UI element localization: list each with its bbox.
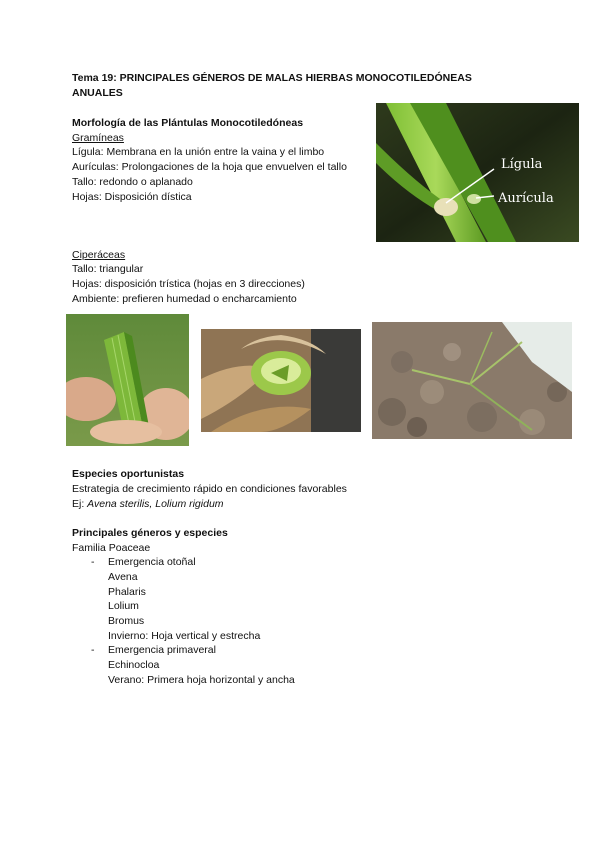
genus-item: Bromus (108, 615, 145, 627)
example-species: Avena sterilis, Lolium rigidum (87, 498, 224, 510)
seedling-soil-photo (372, 322, 572, 439)
opportunists-example (72, 497, 224, 512)
group-dash-2: - (91, 644, 95, 656)
genus-note-verano: Verano: Primera hoja horizontal y ancha (108, 674, 295, 686)
gramineas-line-auriculas: Aurículas: Prolongaciones de la hoja que envuelven el tallo (72, 161, 347, 173)
triangular-stem-photo (66, 314, 189, 446)
page-title: Tema 19: PRINCIPALES GÉNEROS DE MALAS HIERBAS MONOCOTILEDÓNEAS ANUALES (72, 72, 472, 99)
genera-heading: Principales géneros y especies (72, 527, 228, 539)
ligula-label: Lígula (501, 157, 543, 172)
example-prefix: Ej: (72, 498, 88, 510)
auricula-label: Aurícula (498, 191, 554, 206)
genus-note-invierno: Invierno: Hoja vertical y estrecha (108, 630, 261, 642)
family-label: Familia Poaceae (72, 542, 151, 554)
group-label-primaveral: Emergencia primaveral (108, 644, 216, 656)
group-label-otonal: Emergencia otoñal (108, 556, 196, 568)
genus-item: Echinocloa (108, 659, 160, 671)
group-dash-1: - (91, 556, 95, 568)
opportunists-strategy: Estrategia de crecimiento rápido en condiciones favorables (72, 483, 347, 495)
genus-item: Phalaris (108, 586, 146, 598)
genus-item: Lolium (108, 600, 139, 612)
opportunists-heading: Especies oportunistas (72, 468, 185, 480)
ciperaceas-line-tallo: Tallo: triangular (72, 263, 144, 275)
ligula-auricula-photo (376, 103, 579, 242)
morphology-heading: Morfología de las Plántulas Monocotiledóneas (72, 117, 304, 129)
gramineas-line-hojas: Hojas: Disposición dística (72, 191, 192, 203)
gramineas-subheading: Gramíneas (72, 132, 124, 144)
stem-section-photo (201, 329, 361, 432)
ciperaceas-line-ambiente: Ambiente: prefieren humedad o encharcamiento (72, 293, 297, 305)
gramineas-line-tallo: Tallo: redondo o aplanado (72, 176, 193, 188)
ciperaceas-line-hojas: Hojas: disposición trística (hojas en 3 direcciones) (72, 278, 305, 290)
ciperaceas-subheading: Ciperáceas (72, 249, 126, 261)
gramineas-line-ligula: Lígula: Membrana en la unión entre la vaina y el limbo (72, 146, 325, 158)
genus-item: Avena (108, 571, 138, 583)
